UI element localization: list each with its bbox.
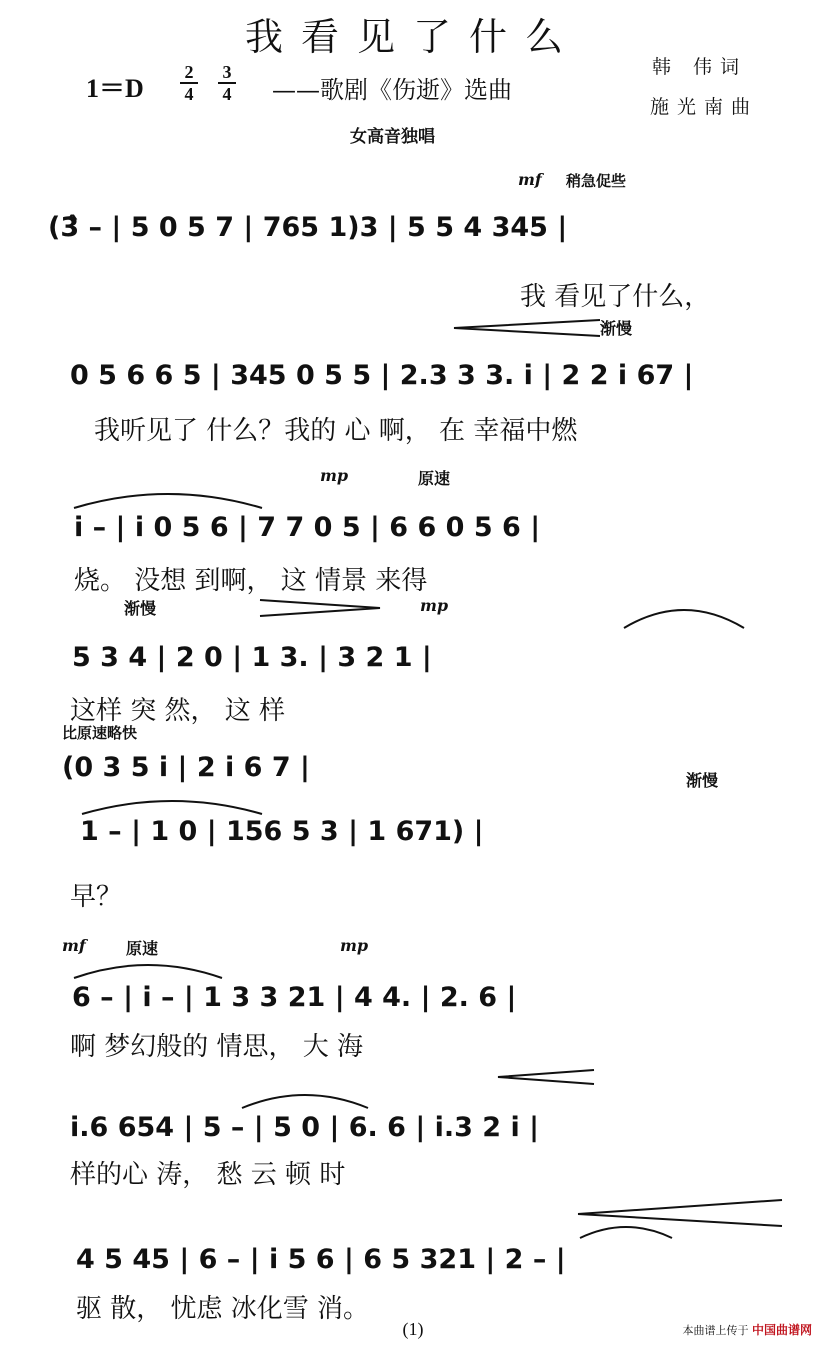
crescendo-hairpin — [452, 318, 602, 338]
lyric-line: 样的心 涛， 愁 云 顿 时 — [70, 1160, 346, 1190]
tie-arc — [72, 958, 224, 980]
site-brand: 中国曲谱网 — [751, 1323, 812, 1337]
tempo-mark: 比原速略快 — [62, 724, 138, 742]
tempo-mark: 渐慢 — [686, 771, 719, 790]
opera-source: ——歌剧《伤逝》选曲 — [272, 76, 512, 104]
tempo-mark: 原速 — [418, 469, 451, 488]
dynamic-mark: mp — [320, 466, 349, 485]
page-number: (1) — [402, 1319, 424, 1339]
composer-credit: 施光南曲 — [650, 96, 759, 118]
dynamic-mark: mf — [62, 936, 86, 955]
lyric-line: 早？ — [70, 882, 123, 912]
lyricist-credit: 韩 伟词 — [652, 56, 748, 78]
diminuendo-hairpin — [576, 1196, 788, 1240]
upload-footer — [682, 1321, 812, 1338]
song-title: 我看见了什么 — [244, 15, 581, 59]
tie-arc — [240, 1088, 370, 1110]
diminuendo-hairpin — [258, 598, 382, 618]
lyric-line: 我听见了 什么？我的 心 啊， 在 幸福中燃 — [94, 416, 578, 446]
lyric-line: 驱 散， 忧虑 冰化雪 消。 — [76, 1294, 370, 1324]
voice-type: 女高音独唱 — [350, 127, 435, 147]
dynamic-mark: mp — [420, 596, 449, 615]
notation-line: i – | i 0 5 6 | 7 7 0 5 | 6 6 0 5 6 | — [74, 512, 541, 543]
notation-line: (3̂ – | 5 0 5 7 | 765 1)3 | 5 5 4 345 | — [48, 212, 568, 243]
notation-line: 4 5 45 | 6 – | i 5 6 | 6 5 321 | 2 – | — [76, 1244, 566, 1275]
footer-prefix: 本曲谱上传于 — [682, 1324, 749, 1337]
lyric-line: 烧。 没想 到啊， 这 情景 来得 — [74, 566, 428, 596]
notation-line: i.6 654 | 5 – | 5 0 | 6. 6 | i.3 2 i | — [70, 1112, 539, 1143]
tempo-mark: 稍急促些 — [566, 172, 627, 190]
tempo-mark: 原速 — [126, 939, 159, 958]
key-signature: 1＝D — [86, 74, 144, 103]
tempo-mark: 渐慢 — [124, 599, 157, 618]
lyric-line: 啊 梦幻般的 情思， 大 海 — [70, 1032, 364, 1062]
notation-line: 6 – | i – | 1 3 3 21 | 4 4. | 2. 6 | — [72, 982, 517, 1013]
notation-line: 0 5 6 6 5 | 345 0 5 5 | 2.3 3 3. i | 2 2 i 67 | — [70, 360, 694, 391]
lyric-line: 我 看见了什么， — [520, 282, 711, 312]
crescendo-hairpin — [496, 1068, 596, 1086]
time-signature-2-4: 2 4 — [178, 62, 200, 104]
notation-line: 5 3 4 | 2 0 | 1 3. | 3 2 1 | — [72, 642, 432, 673]
tie-arc — [72, 486, 264, 510]
time-signature-3-4: 3 4 — [216, 62, 238, 104]
dynamic-mark: mf — [518, 170, 542, 189]
tempo-mark: 渐慢 — [600, 319, 633, 338]
dynamic-mark: mp — [340, 936, 369, 955]
lyric-line: 这样 突 然， 这 样 — [70, 696, 286, 726]
tie-arc — [80, 794, 264, 816]
notation-line: 1 – | 1 0 | 156 5 3 | 1 671) | — [80, 816, 484, 847]
slur-arc — [622, 600, 746, 630]
notation-upper-line: (0 3 5 i | 2 i 6 7 | — [62, 752, 310, 783]
